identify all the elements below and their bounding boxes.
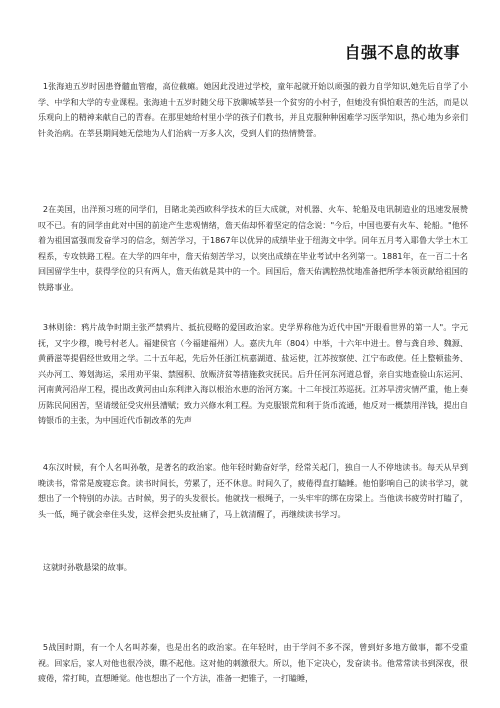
paragraph-su-qin: 5战国时期，有一个人名叫苏秦，也是出名的政治家。在年轻时，由于学问不多不深，曾到好多地方做事，都不受重视。回家后，家人对他也很冷淡，瞧不起他。这对他的刺激很大。所以，他下定决心，发奋读书。他常常读书到深夜，很疲倦，常打盹，直想睡觉。他也想出了一个方法，准备一把锥子，一打瞌睡， (38, 642, 468, 683)
paragraph-zhang-haidi: 1张海迪五岁时因患脊髓血管瘤，高位截瘫。她因此没进过学校，童年起就开始以顽强的毅力自学知识,她先后自学了小学、中学和大学的专业课程。张海迪十五岁时随父母下放聊城莘县一个贫穷的小村子，但她没有惧怕艰苦的生活，而是以乐观向上的精神来献自己的青春。在那里她给村里小学的孩子们教书，并且克服种种困难学习医学知识，热心地为乡亲们针灸治病。在莘县期间她无偿地为人们治病一万多人次，受到人们的热情赞誉。 (38, 81, 468, 138)
paragraph-zhan-tianyou: 2在美国，出洋预习班的同学们，目睹北美西欧科学技术的巨大成就，对机器、火车、轮船及电讯制造业的迅速发展赞叹不已。有的同学由此对中国的前途产生悲观情绪，詹天佑却怀着坚定的信念说："今后，中国也要有火车、轮船。"他怀着为祖国富强而发奋学习的信念，刻苦学习，于1867年以优异的成绩毕业于纽海文中学。同年五月考入耶鲁大学土木工程系，专攻铁路工程。在大学的四年中，詹天佑刻苦学习，以突出成绩在毕业考试中名列第一。1881年，在一百二十名回国留学生中，获得学位的只有两人，詹天佑就是其中的一个。回国后，詹天佑满腔热忱地准备把所学本领贡献给祖国的铁路事业。 (38, 204, 468, 292)
paragraph-sun-jing-summary: 这就时孙敬悬梁的故事。 (42, 562, 132, 572)
paragraph-sun-jing: 4东汉时候，有个人名叫孙敬，是著名的政治家。他年轻时勤奋好学，经常关起门，独自一人不停地读书。每天从早到晚读书，常常是废寝忘食。读书时间长，劳累了，还不休息。时间久了，疲倦得直打瞌睡。他怕影响自己的读书学习，就想出了一个特别的办法。古时候，男子的头发很长。他就找一根绳子，一头牢牢的绑在房梁上。当他读书疲劳时打瞌了，头一低，绳子就会牵住头发，这样会把头皮扯痛了，马上就清醒了，再继续读书学习。 (38, 462, 468, 519)
page-title: 自强不息的故事 (344, 43, 460, 62)
paragraph-lin-zexu: 3林则徐：鸦片战争时期主张严禁鸦片、抵抗侵略的爱国政治家。史学界称他为近代中国"开眼看世界的第一人"。字元抚，又字少穆，晚号村老人。福建侯官（今福建福州）人。嘉庆九年（804）中举，十六年中进士。曾与龚自珍、魏源、黄爵滋等提倡经世致用之学。二十五年起，先后外任浙江杭嘉湖道、盐运使，江苏按察使、江宁布政使。任上整顿盐务、兴办河工、筹划海运，采用劝平粜、禁囤积、放赈济贫等措施救灾抚民。后升任河东河道总督，亲自实地查验山东运河、河南黄河沿岸工程，提出改黄河由山东利津入海以根治水患的治河方案。十二年授江苏巡抚。江苏旱涝灾情严重，他上奏历陈民间困苦，坚请缓征受灾州县漕赋；致力兴修水利工程。为克服银荒和利于货币流通，他反对一概禁用洋钱，提出自铸银币的主张，为中国近代币制改革的先声 (38, 322, 468, 425)
